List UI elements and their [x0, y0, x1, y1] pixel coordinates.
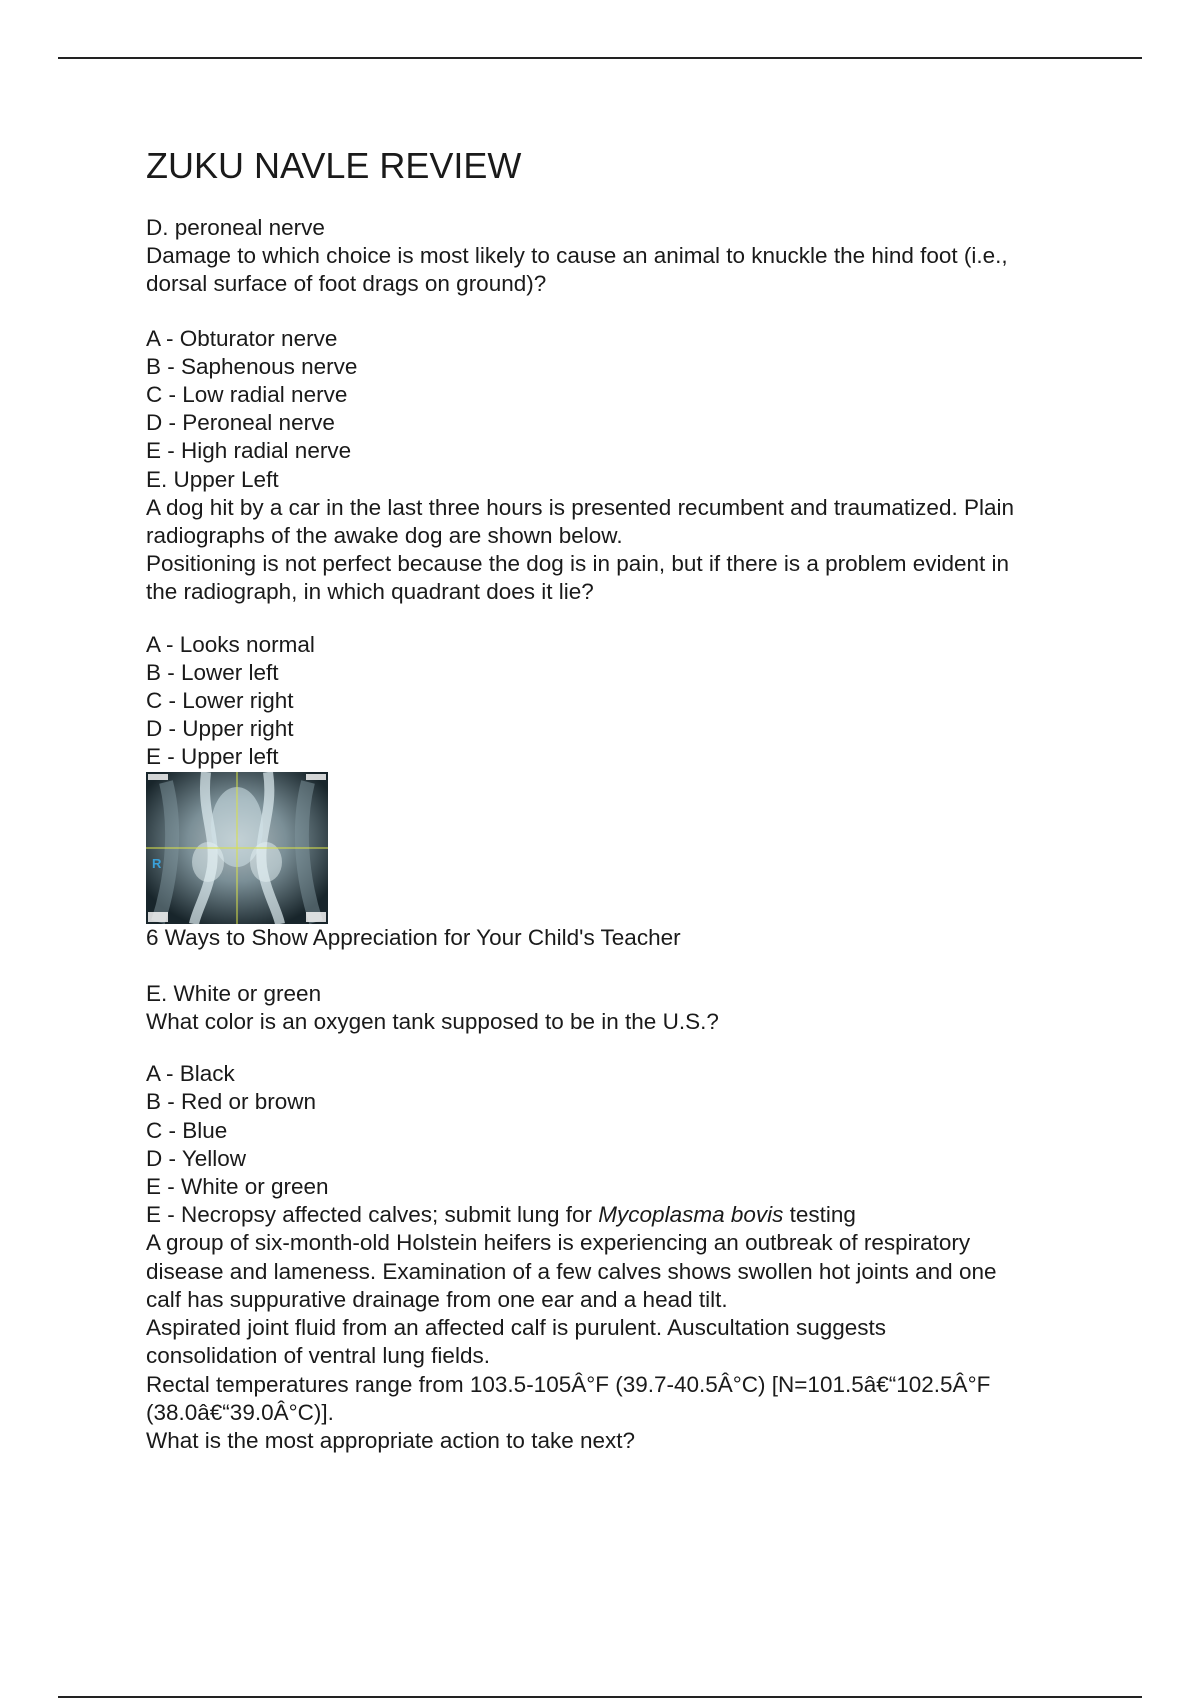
question-text: disease and lameness. Examination of a few calves shows swollen hot joints and one [146, 1258, 997, 1284]
option-c: C - Low radial nerve [146, 382, 348, 408]
option-b: B - Saphenous nerve [146, 353, 358, 379]
option-b: B - Red or brown [146, 1089, 317, 1115]
option-e: E - Upper left [146, 744, 279, 770]
option-d: D - Peroneal nerve [146, 410, 335, 436]
option-c: C - Lower right [146, 688, 294, 714]
answer-line: E. White or green [146, 980, 322, 1006]
page-title: ZUKU NAVLE REVIEW [146, 145, 522, 186]
question-text: consolidation of ventral lung fields. [146, 1343, 490, 1369]
option-e: E - White or green [146, 1174, 329, 1200]
question-text: Positioning is not perfect because the dog is in pain, but if there is a problem evident in [146, 551, 1010, 577]
question-text: What color is an oxygen tank supposed to be in the U.S.? [146, 1009, 719, 1035]
document-body [146, 214, 1086, 1455]
option-e: E - High radial nerve [146, 438, 352, 464]
spacer [146, 1036, 1086, 1060]
radiograph-image [146, 772, 328, 924]
image-caption: 6 Ways to Show Appreciation for Your Child's Teacher [146, 924, 681, 950]
question-text: A group of six-month-old Holstein heifers is experiencing an outbreak of respiratory [146, 1230, 971, 1256]
answer-organism: Mycoplasma bovis [598, 1202, 784, 1228]
bottom-rule [58, 1696, 1142, 1698]
question-block-3 [146, 980, 1086, 1201]
answer-line: D. peroneal nerve [146, 215, 325, 240]
question-text: A dog hit by a car in the last three hours is presented recumbent and traumatized. Plain [146, 494, 1014, 520]
answer-line [146, 1201, 1086, 1229]
option-d: D - Upper right [146, 716, 294, 742]
option-c: C - Blue [146, 1117, 228, 1143]
question-text: calf has suppurative drainage from one ear and a head tilt. [146, 1286, 728, 1312]
question-text: Rectal temperatures range from 103.5-105Â°F (39.7-40.5Â°C) [N=101.5â€“102.5Â°F [146, 1371, 991, 1397]
answer-line: E. Upper Left [146, 466, 279, 492]
spacer [146, 607, 1086, 631]
top-rule [58, 57, 1142, 59]
radiograph-marker-r: R [152, 855, 162, 871]
question-text: (38.0â€“39.0Â°C)]. [146, 1399, 334, 1425]
question-block-2 [146, 466, 1086, 952]
answer-suffix: testing [783, 1202, 856, 1228]
question-block-1 [146, 214, 1086, 466]
question-block-4 [146, 1201, 1086, 1455]
question-text: dorsal surface of foot drags on ground)? [146, 271, 547, 297]
option-a: A - Black [146, 1061, 235, 1087]
question-text: Damage to which choice is most likely to cause an animal to knuckle the hind foot (i.e., [146, 243, 1008, 269]
option-a: A - Obturator nerve [146, 325, 338, 351]
option-a: A - Looks normal [146, 631, 315, 657]
spacer [146, 299, 1086, 325]
option-d: D - Yellow [146, 1145, 247, 1171]
option-b: B - Lower left [146, 659, 279, 685]
question-text: the radiograph, in which quadrant does it lie? [146, 579, 594, 605]
answer-prefix: E - Necropsy affected calves; submit lung for [146, 1202, 599, 1228]
question-text: Aspirated joint fluid from an affected calf is purulent. Auscultation suggests [146, 1315, 887, 1341]
question-text: What is the most appropriate action to take next? [146, 1427, 636, 1453]
question-text: radiographs of the awake dog are shown below. [146, 523, 623, 549]
